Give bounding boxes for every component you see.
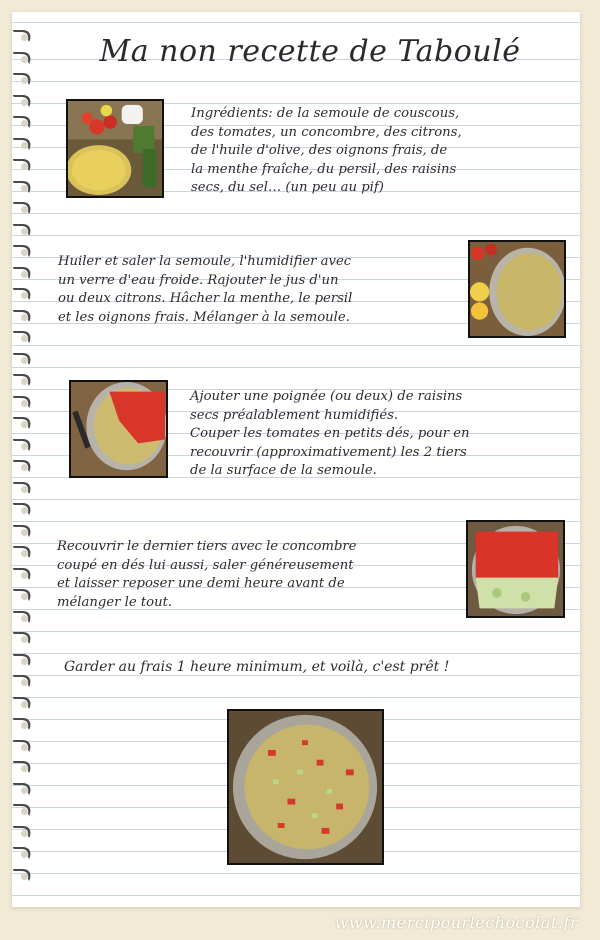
- binding-ring: [7, 697, 35, 709]
- step-1-text: [191, 105, 462, 198]
- step-line: un verre d'eau froide. Rajouter le jus d'un: [58, 272, 339, 288]
- step-line: Couper les tomates en petits dés, pour en: [190, 426, 470, 441]
- step-line: et les oignons frais. Mélanger à la semoule.: [58, 309, 350, 325]
- binding-ring: [7, 52, 35, 64]
- binding-ring: [7, 331, 35, 343]
- binding-ring: [7, 675, 35, 687]
- binding-ring: [7, 718, 35, 730]
- binding-ring: [7, 761, 35, 773]
- binding-ring: [7, 632, 35, 644]
- binding-ring: [7, 525, 35, 537]
- step-2-text: [58, 253, 352, 327]
- binding-ring: [7, 202, 35, 214]
- binding-ring: [7, 611, 35, 623]
- binding-ring: [7, 804, 35, 816]
- taboule-final-photo: [227, 709, 384, 865]
- binding-ring: [7, 869, 35, 881]
- binding-ring: [7, 654, 35, 666]
- binding-ring: [7, 503, 35, 515]
- binding-ring: [7, 267, 35, 279]
- spiral-binding: [4, 30, 34, 890]
- step-line: recouvrir (approximativement) les 2 tiers: [190, 444, 467, 460]
- final-note: Garder au frais 1 heure minimum, et voilà, c'est prêt !: [64, 659, 450, 675]
- step-line: secs préalablement humidifiés.: [190, 407, 399, 423]
- binding-ring: [7, 30, 35, 42]
- step-line: Huiler et saler la semoule, l'humidifier avec: [58, 254, 352, 269]
- binding-ring: [7, 73, 35, 85]
- binding-ring: [7, 116, 35, 128]
- step-line: coupé en dés lui aussi, saler généreusement: [57, 557, 354, 573]
- step-line: ou deux citrons. Hâcher la menthe, le persil: [58, 291, 353, 306]
- binding-ring: [7, 353, 35, 365]
- step-line: Recouvrir le dernier tiers avec le concombre: [57, 539, 357, 554]
- binding-ring: [7, 589, 35, 601]
- binding-ring: [7, 138, 35, 150]
- step-line: Ingrédients: de la semoule de couscous,: [191, 106, 460, 121]
- step-line: secs, du sel… (un peu au pif): [191, 180, 384, 195]
- binding-ring: [7, 159, 35, 171]
- binding-ring: [7, 417, 35, 429]
- ingredients-photo: [66, 99, 164, 198]
- binding-ring: [7, 224, 35, 236]
- step-line: de la surface de la semoule.: [190, 463, 377, 478]
- semoule-citron-photo: [468, 240, 566, 338]
- binding-ring: [7, 95, 35, 107]
- binding-ring: [7, 396, 35, 408]
- binding-ring: [7, 740, 35, 752]
- binding-ring: [7, 568, 35, 580]
- page-title: Ma non recette de Taboulé: [99, 34, 521, 69]
- step-line: Ajouter une poignée (ou deux) de raisins: [190, 389, 463, 404]
- step-4-text: [57, 538, 357, 612]
- step-line: des tomates, un concombre, des citrons,: [191, 124, 462, 140]
- binding-ring: [7, 181, 35, 193]
- binding-ring: [7, 826, 35, 838]
- binding-ring: [7, 310, 35, 322]
- tomates-concombre-photo: [466, 520, 565, 618]
- binding-ring: [7, 245, 35, 257]
- binding-ring: [7, 783, 35, 795]
- step-line: la menthe fraîche, du persil, des raisins: [191, 161, 457, 177]
- tomates-semoule-photo: [69, 380, 168, 478]
- step-3-text: [190, 388, 470, 481]
- binding-ring: [7, 374, 35, 386]
- step-line: et laisser reposer une demi heure avant de: [57, 576, 345, 591]
- binding-ring: [7, 546, 35, 558]
- step-line: de l'huile d'olive, des oignons frais, de: [191, 143, 448, 158]
- binding-ring: [7, 482, 35, 494]
- binding-ring: [7, 460, 35, 472]
- binding-ring: [7, 439, 35, 451]
- site-url: www.mercipourlechocolat.fr: [334, 913, 578, 932]
- binding-ring: [7, 847, 35, 859]
- binding-ring: [7, 288, 35, 300]
- step-line: mélanger le tout.: [57, 594, 173, 610]
